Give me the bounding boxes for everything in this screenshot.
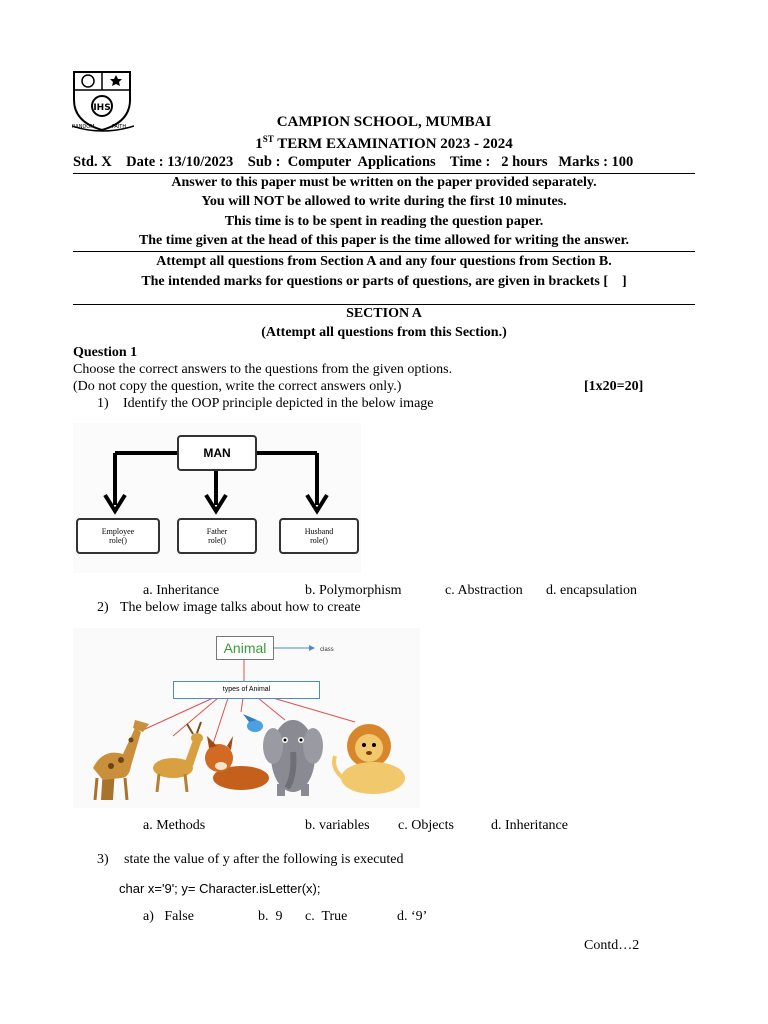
attempt-line-2: The intended marks for questions or parts of questions, are given in brackets [ ] xyxy=(141,274,627,289)
lion-illustration xyxy=(334,724,405,794)
q2-number: 2) xyxy=(97,600,109,615)
instruction-4: The time given at the head of this paper is the time allowed for writing the answer. xyxy=(138,233,630,248)
q3-option-b: b. 9 xyxy=(258,909,283,924)
q1-option-a: a. Inheritance xyxy=(143,583,220,598)
husband-label: Husband xyxy=(304,527,334,536)
logo-motto-right: FAITH xyxy=(112,124,127,130)
elephant-illustration xyxy=(263,720,323,796)
instruction-3: This time is to be spent in reading the question paper. xyxy=(224,214,544,229)
diagram-man-box: MAN xyxy=(177,435,257,471)
header-rule xyxy=(73,173,695,174)
diagram-employee-box xyxy=(76,518,160,554)
exam-title-rest: TERM EXAMINATION 2023 - 2024 xyxy=(273,136,513,152)
q2-option-c: c. Objects xyxy=(398,818,454,833)
animal-root-box: Animal xyxy=(216,636,274,660)
exam-title xyxy=(0,134,768,153)
logo-motto-left: RANDOM xyxy=(72,124,95,130)
instructions-rule xyxy=(73,251,695,252)
employee-method: role() xyxy=(109,536,127,545)
father-label: Father xyxy=(206,527,228,536)
q2-option-a: a. Methods xyxy=(143,818,206,833)
diagram-father-box xyxy=(177,518,257,554)
giraffe-illustration xyxy=(93,720,149,800)
section-title: SECTION A xyxy=(346,306,422,321)
q3-option-d: d. ‘9’ xyxy=(397,909,428,924)
bird-illustration xyxy=(243,714,263,732)
q1-number: 1) xyxy=(97,396,109,411)
q3-code: char x='9'; y= Character.isLetter(x); xyxy=(119,881,321,896)
attempt-rule xyxy=(73,304,695,305)
question-1-instruction: Choose the correct answers to the questions from the given options. xyxy=(73,362,453,377)
q2-option-d: d. Inheritance xyxy=(491,818,568,833)
oop-diagram xyxy=(73,423,361,573)
diagram-husband-box xyxy=(279,518,359,554)
question-1-note: (Do not copy the question, write the correct answers only.) xyxy=(73,379,402,394)
q1-option-d: d. encapsulation xyxy=(546,583,637,598)
instruction-1: Answer to this paper must be written on the paper provided separately. xyxy=(171,175,597,190)
q1-option-b: b. Polymorphism xyxy=(305,583,402,598)
section-subtitle: (Attempt all questions from this Section.) xyxy=(261,325,507,340)
q3-number: 3) xyxy=(97,852,109,867)
attempt-line-1: Attempt all questions from Section A and any four questions from Section B. xyxy=(156,254,612,269)
exam-details: Std. X Date : 13/10/2023 Sub : Computer Applications Time : 2 hours Marks : 100 xyxy=(73,154,634,170)
q1-text: Identify the OOP principle depicted in the below image xyxy=(123,396,434,411)
employee-label: Employee xyxy=(101,527,135,536)
question-1-marks: [1x20=20] xyxy=(584,379,644,394)
exam-title-number: 1 xyxy=(255,136,263,152)
exam-title-superscript: ST xyxy=(262,134,274,144)
father-method: role() xyxy=(208,536,226,545)
q3-text: state the value of y after the following is executed xyxy=(124,852,404,867)
q1-option-c: c. Abstraction xyxy=(445,583,523,598)
q3-option-c: c. True xyxy=(305,909,348,924)
types-of-animal-box: types of Animal xyxy=(173,681,320,699)
q3-option-a: a) False xyxy=(143,909,194,924)
husband-method: role() xyxy=(310,536,328,545)
instruction-2: You will NOT be allowed to write during the first 10 minutes. xyxy=(201,194,567,209)
deer-illustration xyxy=(153,722,203,792)
svg-text:IHS: IHS xyxy=(93,103,111,113)
question-1-title: Question 1 xyxy=(73,345,138,360)
school-name: CAMPION SCHOOL, MUMBAI xyxy=(276,114,492,130)
dog-illustration xyxy=(205,736,269,790)
continued-note: Contd…2 xyxy=(584,938,640,953)
class-label: class xyxy=(320,647,334,653)
animal-class-diagram xyxy=(73,628,420,808)
q2-text: The below image talks about how to create xyxy=(120,600,361,615)
q2-option-b: b. variables xyxy=(305,818,370,833)
